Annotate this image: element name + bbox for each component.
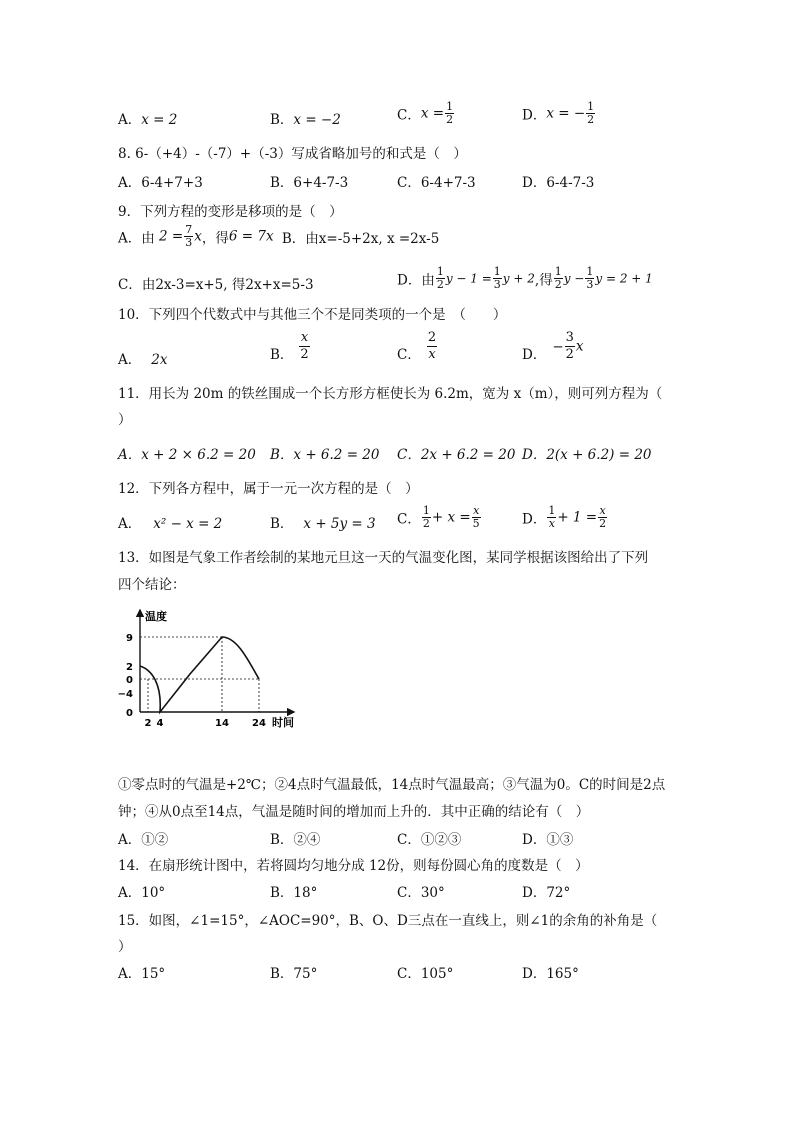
- x-tick-label: 24: [252, 718, 266, 729]
- y-tick-label: 0: [126, 708, 133, 719]
- q9-stem: 9．下列方程的变形是移项的是（ ）: [118, 204, 343, 220]
- q15-option-b: B．75°: [270, 966, 318, 982]
- q7-option-d: D．x = − $\frac{1}{2}$: [522, 100, 595, 126]
- q12-option-b: B． x + 5y = 3: [270, 516, 376, 532]
- y-tick-label: 0: [126, 675, 133, 686]
- q10-option-a: A． 2x: [118, 352, 168, 368]
- q12-option-d: D． $\frac{1}{x}$ + 1 = $\frac{x}{2}$: [522, 504, 607, 530]
- q11-option-b: B．x + 6.2 = 20: [270, 447, 380, 463]
- q11-option-a: A．x + 2 × 6.2 = 20: [118, 447, 256, 463]
- q9-option-c: C．由2x-3=x+5, 得2x+x=5-3: [118, 277, 314, 293]
- q14-option-d: D．72°: [522, 885, 571, 901]
- x-tick-label: 14: [215, 718, 229, 729]
- q8-option-b: B．6+4-7-3: [270, 175, 349, 191]
- q13-option-b: B．②④: [270, 832, 321, 848]
- q15-option-c: C．105°: [397, 966, 454, 982]
- y-axis-label: 温度: [145, 610, 167, 623]
- q11-stem-line1: 11．用长为 20m 的铁丝围成一个长方形方框使长为 6.2m，宽为 x（m），则可列方程为（: [118, 386, 663, 402]
- q11-stem-line2: ）: [118, 412, 132, 428]
- temperature-curve: [140, 637, 259, 712]
- x-tick-label: 2: [144, 718, 152, 729]
- q10-stem: 10．下列四个代数式中与其他三个不是同类项的一个是 （ ）: [118, 307, 507, 323]
- x-axis-label: 时间: [272, 716, 294, 729]
- q13-conclusion-line1: ①零点时的气温是+2℃；②4点时气温最低，14点时气温最高；③气温为0。C的时间是2点: [118, 777, 666, 793]
- q8-stem: 8. 6-（+4）-（-7）+（-3）写成省略加号的和式是（ ）: [118, 146, 467, 162]
- x-tick-label: 4: [156, 718, 164, 729]
- q15-option-a: A．15°: [118, 966, 166, 982]
- q14-option-a: A．10°: [118, 885, 166, 901]
- q7-option-a: A．x = 2: [118, 112, 178, 128]
- q10-option-c: C． $\frac{2}{x}$: [397, 330, 437, 363]
- q11-option-c: C．2x + 6.2 = 20: [397, 447, 516, 463]
- y-tick-label: 9: [126, 633, 133, 644]
- q12-option-c: C． $\frac{1}{2}$ + x = $\frac{x}{5}$: [397, 504, 480, 530]
- q10-option-b: B． $\frac{x}{2}$: [270, 330, 309, 363]
- q8-option-a: A．6-4+7+3: [118, 175, 203, 191]
- q12-option-a: A． x² − x = 2: [118, 516, 223, 532]
- q14-stem: 14．在扇形统计图中，若将圆均匀地分成 12份，则每份圆心角的度数是（ ）: [118, 858, 589, 874]
- q15-option-d: D．165°: [522, 966, 579, 982]
- q15-stem-line1: 15．如图，∠1=15°，∠AOC=90°，B、O、D三点在一直线上，则∠1的余角的补角是（: [118, 913, 658, 929]
- q8-option-c: C．6-4+7-3: [397, 175, 476, 191]
- q13-option-a: A．①②: [118, 832, 169, 848]
- q12-stem: 12．下列各方程中，属于一元一次方程的是（ ）: [118, 481, 419, 497]
- q7-option-c: C．x = $\frac{1}{2}$: [397, 100, 454, 126]
- q15-stem-line2: ）: [118, 939, 132, 955]
- q9-option-d: D．由 $\frac{1}{2}$ y − 1 = $\frac{1}{3}$ y + 2,得 $\frac{1}{2}$ y − $\frac{1}{3}$ y = 2 + 1: [397, 265, 653, 291]
- q7-option-b: B．x = −2: [270, 112, 341, 128]
- q9-option-ab: A．由 2 = $\frac{7}{3}$ x，得6 = 7x B．由x=-5+2x, x =2x-5: [118, 223, 440, 249]
- q13-conclusion-line2: 钟；④从0点至14点，气温是随时间的增加而上升的．其中正确的结论有（ ）: [118, 804, 590, 820]
- y-tick-label: 2: [126, 662, 133, 673]
- q14-option-c: C．30°: [397, 885, 445, 901]
- q13-option-d: D．①③: [522, 832, 574, 848]
- q13-stem-line1: 13．如图是气象工作者绘制的某地元旦这一天的气温变化图，某同学根据该图给出了下列: [118, 550, 649, 566]
- q13-option-c: C．①②③: [397, 832, 462, 848]
- q8-option-d: D．6-4-7-3: [522, 175, 595, 191]
- q13-stem-line2: 四个结论：: [118, 577, 186, 593]
- temperature-chart: [117, 602, 310, 732]
- q10-option-d: D．− $\frac{3}{2}$ x: [522, 330, 584, 363]
- y-tick-label: −4: [117, 689, 133, 700]
- q14-option-b: B．18°: [270, 885, 318, 901]
- q11-option-d: D．2(x + 6.2) = 20: [522, 447, 652, 463]
